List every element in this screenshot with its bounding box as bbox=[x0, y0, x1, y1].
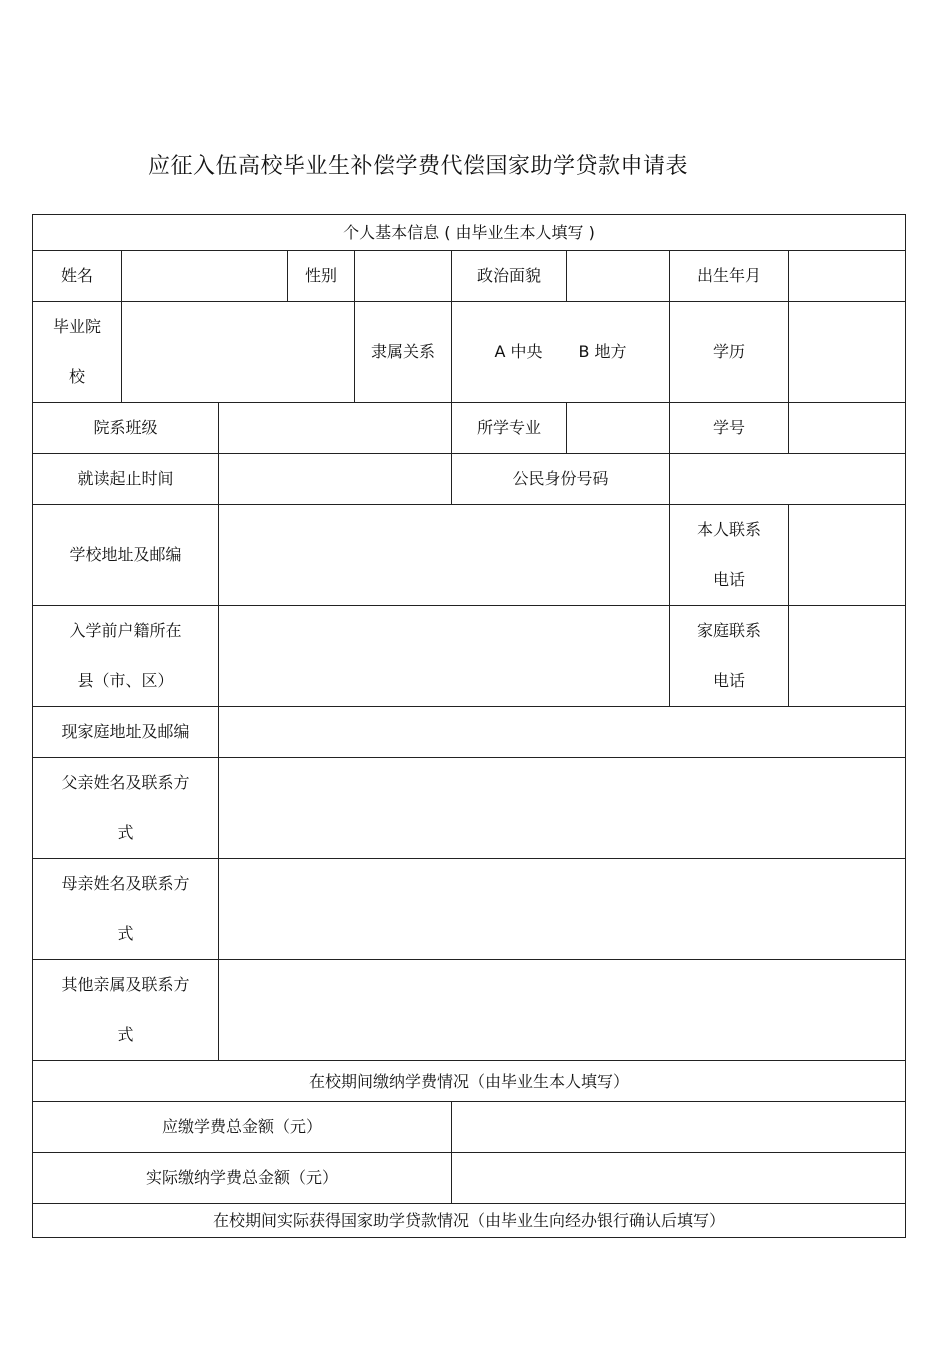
graduate-school-field[interactable] bbox=[122, 302, 355, 403]
major-label: 所学专业 bbox=[452, 403, 567, 454]
birth-date-field[interactable] bbox=[789, 251, 906, 302]
birth-date-label: 出生年月 bbox=[670, 251, 789, 302]
department-class-label: 院系班级 bbox=[33, 403, 219, 454]
household-registration-label-line1: 入学前户籍所在 bbox=[69, 621, 182, 640]
family-phone-label-line1: 家庭联系 bbox=[696, 621, 761, 640]
self-phone-label-line2: 电话 bbox=[712, 570, 745, 589]
household-registration-field[interactable] bbox=[219, 606, 670, 707]
education-field[interactable] bbox=[789, 302, 906, 403]
name-label: 姓名 bbox=[33, 251, 122, 302]
tuition-due-total-label: 应缴学费总金额（元） bbox=[33, 1102, 452, 1153]
mother-contact-field[interactable] bbox=[219, 859, 906, 960]
household-registration-label-line2: 县（市、区） bbox=[77, 671, 174, 690]
family-phone-label-line2: 电话 bbox=[712, 671, 745, 690]
education-label: 学历 bbox=[670, 302, 789, 403]
self-phone-label-line1: 本人联系 bbox=[696, 520, 761, 539]
graduate-school-label-line2: 校 bbox=[68, 367, 85, 386]
graduate-school-label bbox=[33, 302, 122, 403]
home-address-label: 现家庭地址及邮编 bbox=[33, 707, 219, 758]
id-number-label: 公民身份号码 bbox=[452, 454, 670, 505]
major-field[interactable] bbox=[567, 403, 670, 454]
other-relatives-contact-label-line1: 其他亲属及联系方 bbox=[61, 975, 190, 994]
study-period-label: 就读起止时间 bbox=[33, 454, 219, 505]
student-id-field[interactable] bbox=[789, 403, 906, 454]
name-field[interactable] bbox=[122, 251, 288, 302]
page-title: 应征入伍高校毕业生补偿学费代偿国家助学贷款申请表 bbox=[147, 154, 688, 179]
other-relatives-contact-field[interactable] bbox=[219, 960, 906, 1061]
household-registration-label bbox=[33, 606, 219, 707]
political-status-label: 政治面貌 bbox=[452, 251, 567, 302]
political-status-field[interactable] bbox=[567, 251, 670, 302]
self-phone-label bbox=[670, 505, 789, 606]
father-contact-field[interactable] bbox=[219, 758, 906, 859]
mother-contact-label-line1: 母亲姓名及联系方 bbox=[61, 874, 190, 893]
mother-contact-label-line2: 式 bbox=[117, 924, 134, 943]
application-form-table bbox=[32, 214, 906, 1238]
affiliation-options bbox=[452, 302, 670, 403]
school-address-field[interactable] bbox=[219, 505, 670, 606]
tuition-paid-total-label: 实际缴纳学费总金额（元） bbox=[33, 1153, 452, 1204]
tuition-paid-total-field[interactable] bbox=[452, 1153, 906, 1204]
student-id-label: 学号 bbox=[670, 403, 789, 454]
home-address-field[interactable] bbox=[219, 707, 906, 758]
other-relatives-contact-label bbox=[33, 960, 219, 1061]
department-class-field[interactable] bbox=[219, 403, 452, 454]
gender-field[interactable] bbox=[355, 251, 452, 302]
family-phone-label bbox=[670, 606, 789, 707]
section-tuition-payment-header: 在校期间缴纳学费情况（由毕业生本人填写） bbox=[33, 1061, 906, 1102]
tuition-due-total-field[interactable] bbox=[452, 1102, 906, 1153]
mother-contact-label bbox=[33, 859, 219, 960]
section-personal-info-header: 个人基本信息 ( 由毕业生本人填写 ) bbox=[33, 215, 906, 251]
father-contact-label-line1: 父亲姓名及联系方 bbox=[61, 773, 190, 792]
other-relatives-contact-label-line2: 式 bbox=[117, 1025, 134, 1044]
section-student-loan-header: 在校期间实际获得国家助学贷款情况（由毕业生向经办银行确认后填写） bbox=[33, 1204, 906, 1238]
affiliation-option-central[interactable]: A 中央 bbox=[494, 342, 543, 361]
affiliation-label: 隶属关系 bbox=[355, 302, 452, 403]
family-phone-field[interactable] bbox=[789, 606, 906, 707]
gender-label: 性别 bbox=[288, 251, 355, 302]
affiliation-option-local[interactable]: B 地方 bbox=[578, 342, 627, 361]
school-address-label: 学校地址及邮编 bbox=[33, 505, 219, 606]
graduate-school-label-line1: 毕业院 bbox=[52, 317, 101, 336]
father-contact-label-line2: 式 bbox=[117, 823, 134, 842]
study-period-field[interactable] bbox=[219, 454, 452, 505]
father-contact-label bbox=[33, 758, 219, 859]
self-phone-field[interactable] bbox=[789, 505, 906, 606]
id-number-field[interactable] bbox=[670, 454, 906, 505]
